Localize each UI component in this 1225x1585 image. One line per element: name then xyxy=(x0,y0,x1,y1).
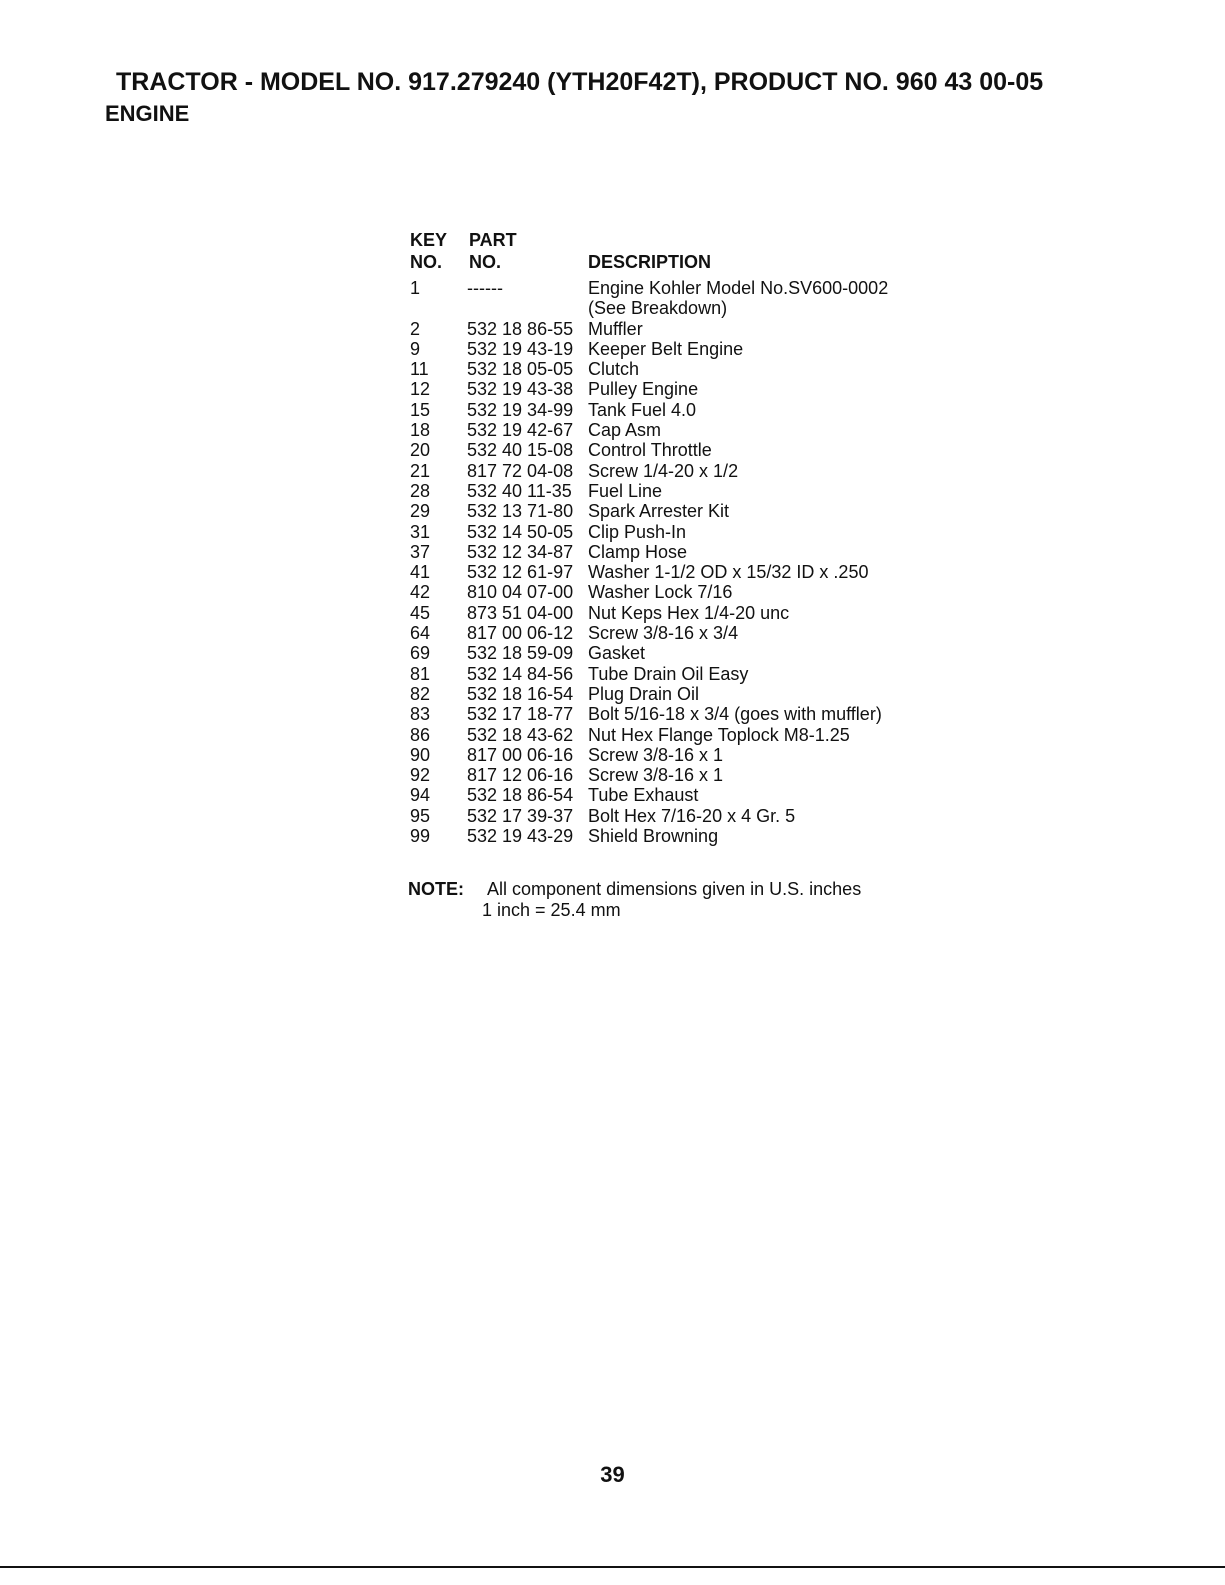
table-row xyxy=(410,562,888,582)
part-description xyxy=(588,379,698,399)
part-description xyxy=(588,582,732,602)
note-label: NOTE: xyxy=(408,879,464,899)
key-number: 2 xyxy=(410,318,421,339)
section-title: ENGINE xyxy=(105,101,190,126)
part-description xyxy=(588,501,729,521)
part-number: 532 17 39-37 xyxy=(467,805,574,826)
part-number: 532 18 05-05 xyxy=(467,359,574,380)
part-description xyxy=(588,725,850,745)
header-description: DESCRIPTION xyxy=(588,252,712,272)
key-number: 64 xyxy=(410,623,431,644)
description-line: Nut Keps Hex 1/4-20 unc xyxy=(588,602,790,623)
part-description xyxy=(588,603,789,623)
key-number: 83 xyxy=(410,704,431,725)
key-number: 99 xyxy=(410,826,431,847)
part-number: 532 17 18-77 xyxy=(467,704,574,725)
table-row xyxy=(410,806,888,826)
part-number: 532 18 86-54 xyxy=(467,785,574,806)
key-number: 86 xyxy=(410,724,431,745)
description-line: Bolt Hex 7/16-20 x 4 Gr. 5 xyxy=(588,805,796,826)
header-key-line1: KEY xyxy=(410,230,448,250)
parts-table xyxy=(410,228,888,846)
description-line: Tube Drain Oil Easy xyxy=(588,663,749,684)
table-row xyxy=(410,603,888,623)
part-description xyxy=(588,278,888,319)
table-row xyxy=(410,725,888,745)
description-line: Nut Hex Flange Toplock M8-1.25 xyxy=(588,724,850,745)
part-description xyxy=(588,440,712,460)
description-line: Pulley Engine xyxy=(588,379,699,400)
description-line: Plug Drain Oil xyxy=(588,683,700,704)
part-number: 532 19 42-67 xyxy=(467,420,574,441)
table-row xyxy=(410,379,888,399)
key-number: 9 xyxy=(410,338,421,359)
description-line: Clutch xyxy=(588,359,640,380)
part-description xyxy=(588,684,699,704)
part-number: 532 19 34-99 xyxy=(467,399,574,420)
table-row xyxy=(410,826,888,846)
key-number: 20 xyxy=(410,440,431,461)
part-number: 532 19 43-38 xyxy=(467,379,574,400)
key-number: 41 xyxy=(410,562,431,583)
part-number: 817 00 06-16 xyxy=(467,744,574,765)
part-number: 532 18 86-55 xyxy=(467,318,574,339)
table-row xyxy=(410,440,888,460)
description-line: Tank Fuel 4.0 xyxy=(588,399,697,420)
table-row xyxy=(410,339,888,359)
part-description xyxy=(588,643,645,663)
description-line: Fuel Line xyxy=(588,480,663,501)
part-description xyxy=(588,704,882,724)
key-number: 1 xyxy=(410,278,421,298)
key-number: 45 xyxy=(410,602,431,623)
table-row xyxy=(410,785,888,805)
part-description xyxy=(588,339,743,359)
part-description xyxy=(588,522,686,542)
part-number: 532 14 84-56 xyxy=(467,663,574,684)
description-line: Muffler xyxy=(588,318,643,339)
part-number: 817 12 06-16 xyxy=(467,765,574,786)
table-row xyxy=(410,481,888,501)
key-number: 11 xyxy=(410,359,429,380)
description-line: Washer Lock 7/16 xyxy=(588,582,733,603)
part-description xyxy=(588,562,868,582)
table-row xyxy=(410,319,888,339)
table-row xyxy=(410,359,888,379)
table-row xyxy=(410,765,888,785)
table-row xyxy=(410,745,888,765)
table-row xyxy=(410,684,888,704)
description-line: Screw 3/8-16 x 1 xyxy=(588,765,724,786)
key-number: 31 xyxy=(410,521,431,542)
part-number: 817 72 04-08 xyxy=(467,460,574,481)
table-body xyxy=(410,278,888,846)
page-title: TRACTOR - MODEL NO. 917.279240 (YTH20F42T), PRODUCT NO. 960 43 00-05 xyxy=(116,68,1044,96)
part-number: 532 19 43-19 xyxy=(467,338,574,359)
description-line: Tube Exhaust xyxy=(588,785,699,806)
key-number: 94 xyxy=(410,785,431,806)
part-description xyxy=(588,400,696,420)
description-line: Bolt 5/16-18 x 3/4 (goes with muffler) xyxy=(588,704,882,725)
description-line: Clamp Hose xyxy=(588,541,688,562)
table-row xyxy=(410,582,888,602)
key-number: 28 xyxy=(410,480,431,501)
part-description xyxy=(588,745,723,765)
part-description xyxy=(588,359,639,379)
note-line1: All component dimensions given in U.S. inches xyxy=(487,879,862,899)
page-number: 39 xyxy=(600,1462,625,1487)
part-number: 532 18 16-54 xyxy=(467,683,574,704)
note-line2: 1 inch = 25.4 mm xyxy=(482,900,621,920)
key-number: 92 xyxy=(410,765,431,786)
part-number: 532 12 61-97 xyxy=(467,562,574,583)
table-row xyxy=(410,420,888,440)
key-number: 69 xyxy=(410,643,431,664)
key-number: 21 xyxy=(410,460,431,481)
key-number: 12 xyxy=(410,379,431,400)
description-line: Keeper Belt Engine xyxy=(588,338,744,359)
part-description xyxy=(588,461,738,481)
description-line: Engine Kohler Model No.SV600-0002 xyxy=(588,278,889,298)
table-row xyxy=(410,623,888,643)
part-number: 532 19 43-29 xyxy=(467,826,574,847)
description-line: Screw 3/8-16 x 3/4 xyxy=(588,623,739,644)
description-line: Cap Asm xyxy=(588,420,662,441)
table-row xyxy=(410,542,888,562)
key-number: 82 xyxy=(410,683,431,704)
part-number: 532 18 59-09 xyxy=(467,643,574,664)
part-description xyxy=(588,785,698,805)
part-description xyxy=(588,542,687,562)
key-number: 29 xyxy=(410,501,431,522)
key-number: 15 xyxy=(410,399,431,420)
part-description xyxy=(588,806,795,826)
description-line: Spark Arrester Kit xyxy=(588,501,730,522)
part-description xyxy=(588,481,662,501)
part-number: 532 14 50-05 xyxy=(467,521,574,542)
description-line: Gasket xyxy=(588,643,646,664)
table-row xyxy=(410,461,888,481)
table-row xyxy=(410,400,888,420)
table-row xyxy=(410,643,888,663)
note xyxy=(408,879,861,921)
part-description xyxy=(588,664,748,684)
part-number: ------ xyxy=(467,278,503,298)
part-number: 817 00 06-12 xyxy=(467,623,574,644)
header-part-line1: PART xyxy=(469,230,517,250)
description-line: Screw 1/4-20 x 1/2 xyxy=(588,460,739,481)
part-number: 873 51 04-00 xyxy=(467,602,574,623)
bottom-rule xyxy=(0,1566,1225,1568)
description-line: Clip Push-In xyxy=(588,521,687,542)
key-number: 42 xyxy=(410,582,431,603)
table-row xyxy=(410,501,888,521)
description-line: Screw 3/8-16 x 1 xyxy=(588,744,724,765)
key-number: 90 xyxy=(410,744,431,765)
header-key-line2: NO. xyxy=(410,252,443,272)
description-line: Washer 1-1/2 OD x 15/32 ID x .250 xyxy=(588,562,869,583)
table-row xyxy=(410,664,888,684)
part-number: 532 13 71-80 xyxy=(467,501,574,522)
description-line: Shield Browning xyxy=(588,826,719,847)
description-line-2: (See Breakdown) xyxy=(588,298,728,319)
part-number: 532 40 15-08 xyxy=(467,440,574,461)
part-number: 532 12 34-87 xyxy=(467,541,574,562)
description-line: Control Throttle xyxy=(588,440,712,461)
table-header xyxy=(410,228,888,278)
part-number: 532 40 11-35 xyxy=(467,480,572,501)
key-number: 37 xyxy=(410,541,431,562)
part-number: 810 04 07-00 xyxy=(467,582,574,603)
header-part-line2: NO. xyxy=(469,252,502,272)
key-number: 18 xyxy=(410,420,431,441)
key-number: 95 xyxy=(410,805,431,826)
part-description xyxy=(588,623,738,643)
part-description xyxy=(588,319,643,339)
part-description xyxy=(588,826,718,846)
table-row xyxy=(410,704,888,724)
part-number: 532 18 43-62 xyxy=(467,724,574,745)
table-row xyxy=(410,278,888,319)
table-row xyxy=(410,522,888,542)
part-description xyxy=(588,765,723,785)
key-number: 81 xyxy=(410,663,431,684)
part-description xyxy=(588,420,661,440)
